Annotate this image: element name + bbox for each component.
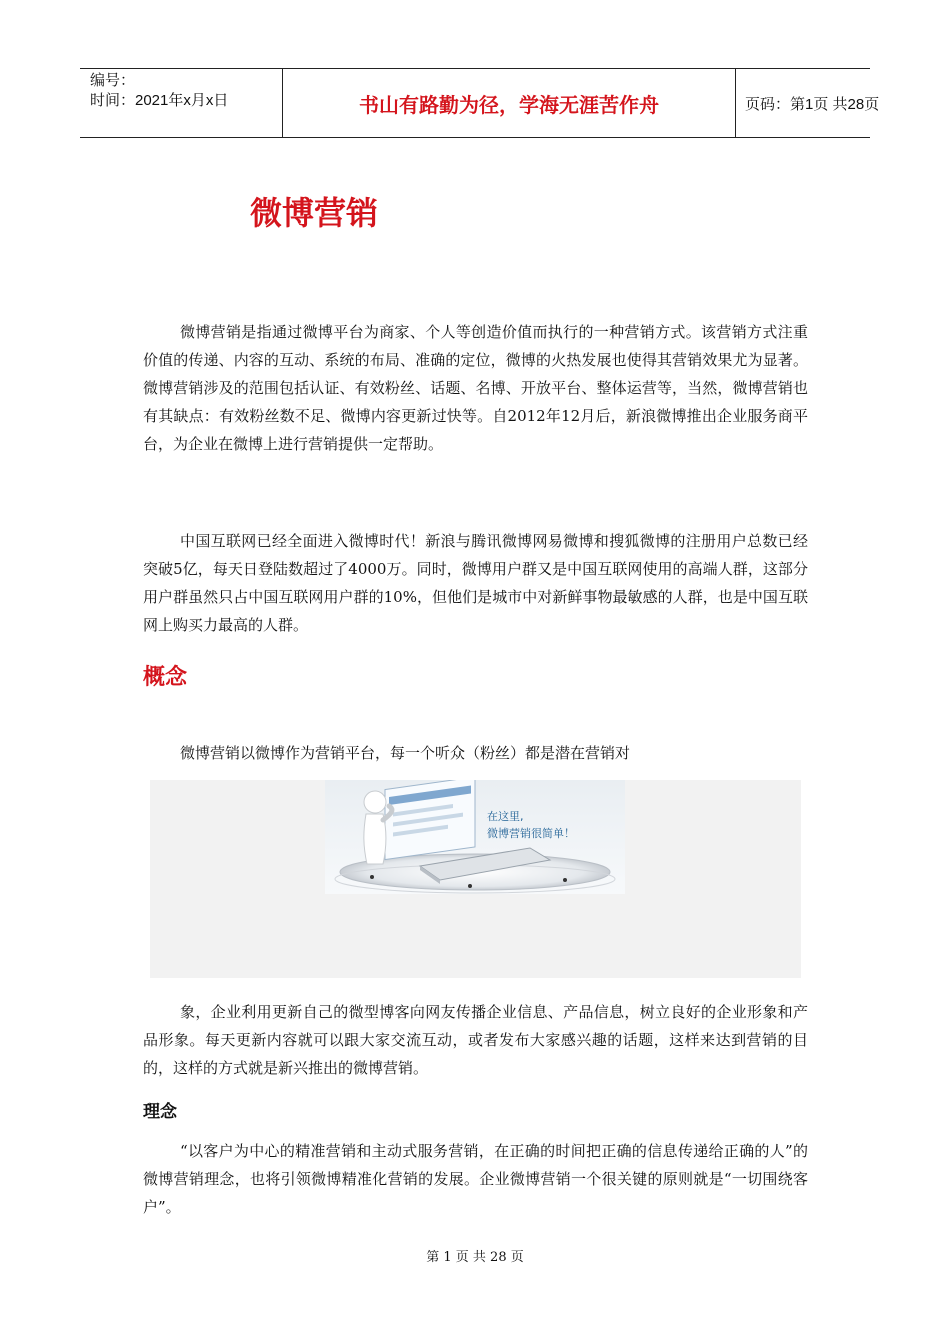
header-meta (80, 69, 282, 137)
header-motto-cell (282, 69, 736, 137)
document-title: 微博营销 (250, 194, 379, 232)
motto: 书山有路勤为径，学海无涯苦作舟 (359, 92, 659, 117)
header-page-info: 页码：第1页 共28页 (745, 95, 880, 113)
paragraph-concept-end: 象，企业利用更新自己的微型博客向网友传播企业信息、产品信息，树立良好的企业形象和产品形象。每天更新内容就可以跟大家交流互动，或者发布大家感兴趣的话题，这样来达到营销的目的，这样的方式就是新兴推出的微博营销。 (143, 1003, 808, 1077)
paragraph-era: 中国互联网已经全面进入微博时代！新浪与腾讯微博网易微博和搜狐微博的注册用户总数已经突破5亿，每天日登陆数超过了4000万。同时，微博用户群又是中国互联网使用的高端人群，这部分用户群虽然只占中国互联网用户群的10%，但他们是城市中对新鲜事物最敏感的人群，也是中国互联网上购买力最高的人群。 (143, 532, 808, 634)
banner-caption-line1: 在这里, (487, 810, 524, 823)
section-heading-philosophy: 理念 (143, 1102, 177, 1122)
number-label: 编号： (90, 72, 136, 89)
time-label: 时间：2021年x月x日 (90, 92, 229, 109)
paragraph-concept-start: 微博营销以微博作为营销平台，每一个听众（粉丝）都是潜在营销对 (180, 744, 631, 762)
paragraph-intro: 微博营销是指通过微博平台为商家、个人等创造价值而执行的一种营销方式。该营销方式注重价值的传递、内容的互动、系统的布局、准确的定位，微博的火热发展也使得其营销效果尤为显著。微博营销涉及的范围包括认证、有效粉丝、话题、名博、开放平台、整体运营等，当然，微博营销也有其缺点：有效粉丝数不足、微博内容更新过快等。自2012年12月后，新浪微博推出企业服务商平台，为企业在微博上进行营销提供一定帮助。 (143, 323, 808, 453)
paragraph-philosophy: “以客户为中心的精准营销和主动式服务营销，在正确的时间把正确的信息传递给正确的人”的微博营销理念，也将引领微博精准化营销的发展。企业微博营销一个很关键的原则就是“一切围绕客户”。 (143, 1142, 808, 1216)
section-heading-concept: 概念 (143, 665, 188, 690)
page-footer: 第 1 页 共 28 页 (426, 1250, 524, 1265)
header-table (80, 68, 880, 138)
weibo-banner-image (325, 780, 625, 894)
image-container (150, 780, 801, 978)
banner-caption-line2: 微博营销很简单！ (487, 827, 575, 840)
banner-illustration (325, 780, 625, 894)
